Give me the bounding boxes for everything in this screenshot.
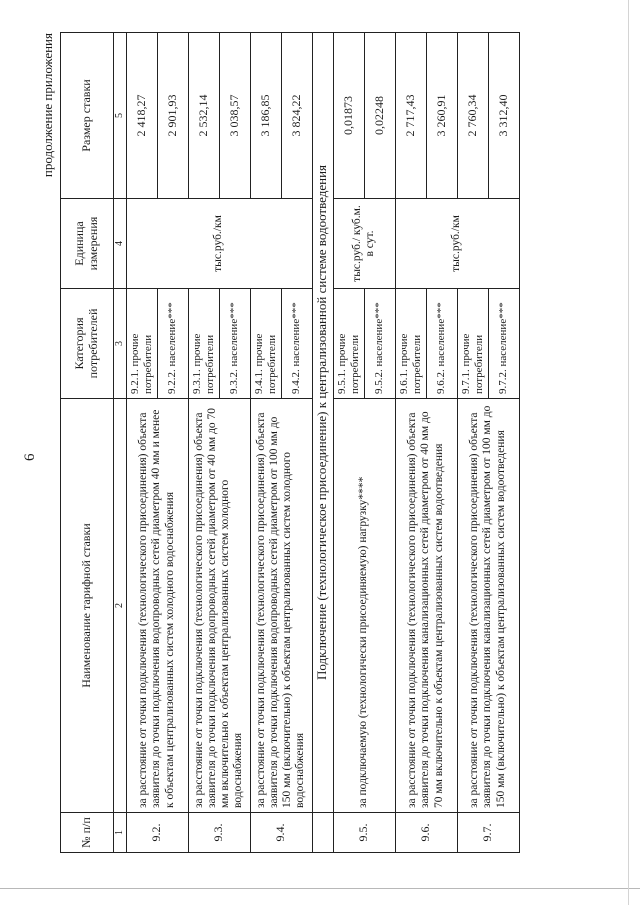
header-unit: Единица измерения bbox=[61, 199, 114, 289]
consumer-category: 9.7.1. прочие потребители bbox=[457, 289, 488, 399]
column-index: 4 bbox=[114, 199, 127, 289]
rate-value: 2 532,14 bbox=[188, 33, 219, 199]
consumer-category: 9.5.2. население*** bbox=[364, 289, 395, 399]
rate-value: 3 312,40 bbox=[488, 33, 519, 199]
header-rate: Размер ставки bbox=[61, 33, 114, 199]
row-number: 9.4. bbox=[250, 813, 312, 853]
consumer-category: 9.3.2. население*** bbox=[219, 289, 250, 399]
rate-value: 3 038,57 bbox=[219, 33, 250, 199]
consumer-category: 9.2.2. население*** bbox=[157, 289, 188, 399]
table-row bbox=[333, 33, 364, 853]
column-index: 5 bbox=[114, 33, 127, 199]
rate-value: 3 824,22 bbox=[281, 33, 312, 199]
rate-name: за расстояние от точки подключения (технологического присоединения) объекта заявителя до точки подключения водопроводных сетей диаметром от 100 мм до 150 мм (включительно) к объектам централизованных систем холодного водоснабжения bbox=[250, 399, 312, 813]
table-row bbox=[457, 33, 488, 853]
rate-value: 3 260,91 bbox=[426, 33, 457, 199]
consumer-category: 9.4.1. прочие потребители bbox=[250, 289, 281, 399]
consumer-category: 9.6.1. прочие потребители bbox=[395, 289, 426, 399]
consumer-category: 9.7.2. население*** bbox=[488, 289, 519, 399]
rate-name: за расстояние от точки подключения (технологического присоединения) объекта заявителя до точки подключения канализационных сетей диаметром от 40 мм до 70 мм включительно к объектам централизованных систем водоотведения bbox=[395, 399, 457, 813]
unit-of-measure: тыс.руб./км bbox=[126, 199, 312, 289]
header-category: Категория потребителей bbox=[61, 289, 114, 399]
rate-name: за подключаемую (технологически присоединяемую) нагрузку**** bbox=[333, 399, 395, 813]
section-title: Подключение (технологическое присоединение) к централизованной системе водоотведения bbox=[312, 33, 333, 813]
unit-of-measure: тыс.руб./ куб.м. в сут. bbox=[333, 199, 395, 289]
rate-value: 2 760,34 bbox=[457, 33, 488, 199]
consumer-category: 9.4.2. население*** bbox=[281, 289, 312, 399]
row-number: 9.5. bbox=[333, 813, 395, 853]
header-name: Наименование тарифной ставки bbox=[61, 399, 114, 813]
consumer-category: 9.2.1. прочие потребители bbox=[126, 289, 157, 399]
row-number: 9.2. bbox=[126, 813, 188, 853]
section-row bbox=[312, 33, 333, 853]
section-spacer bbox=[312, 813, 333, 853]
rate-value: 3 186,85 bbox=[250, 33, 281, 199]
table-row bbox=[395, 33, 426, 853]
scan-edge-right bbox=[628, 0, 629, 905]
rate-value: 2 901,93 bbox=[157, 33, 188, 199]
column-index: 2 bbox=[114, 399, 127, 813]
rotated-page bbox=[4, 13, 624, 893]
consumer-category: 9.3.1. прочие потребители bbox=[188, 289, 219, 399]
rate-value: 0,01873 bbox=[333, 33, 364, 199]
continuation-label: продолжение приложения bbox=[40, 33, 55, 178]
row-number: 9.3. bbox=[188, 813, 250, 853]
rate-value: 2 717,43 bbox=[395, 33, 426, 199]
header-num: № п/п bbox=[61, 813, 114, 853]
rate-value: 2 418,27 bbox=[126, 33, 157, 199]
consumer-category: 9.5.1. прочие потребители bbox=[333, 289, 364, 399]
rate-value: 0,02248 bbox=[364, 33, 395, 199]
rate-name: за расстояние от точки подключения (технологического присоединения) объекта заявителя до точки подключения водопроводных сетей диаметром от 40 мм до 70 мм включительно к объектам централизованных систем холодного водоснабжения bbox=[188, 399, 250, 813]
table-row bbox=[188, 33, 219, 853]
tariff-table bbox=[60, 32, 520, 853]
column-index-row bbox=[114, 33, 127, 853]
row-number: 9.6. bbox=[395, 813, 457, 853]
column-index: 3 bbox=[114, 289, 127, 399]
table-row bbox=[126, 33, 157, 853]
column-index: 1 bbox=[114, 813, 127, 853]
rate-name: за расстояние от точки подключения (технологического присоединения) объекта заявителя до точки подключения канализационных сетей диаметром от 100 мм до 150 мм (включительно) к объектам централизованных систем водоотведения bbox=[457, 399, 519, 813]
header-row bbox=[61, 33, 114, 853]
table-row bbox=[250, 33, 281, 853]
page-number: 6 bbox=[22, 453, 38, 461]
rate-name: за расстояние от точки подключения (технологического присоединения) объекта заявителя до точки подключения водопроводных сетей диаметром 40 мм и менее к объектам централизованных систем холодного водоснабжения bbox=[126, 399, 188, 813]
unit-of-measure: тыс.руб./км bbox=[395, 199, 519, 289]
row-number: 9.7. bbox=[457, 813, 519, 853]
consumer-category: 9.6.2. население*** bbox=[426, 289, 457, 399]
